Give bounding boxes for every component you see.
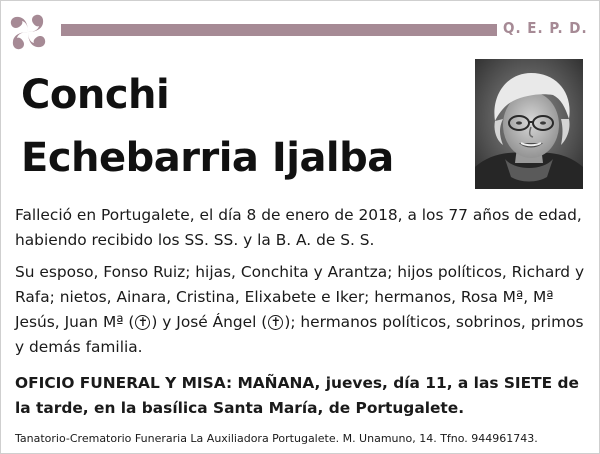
death-notice-paragraph: Falleció en Portugalete, el día 8 de enero de 2018, a los 77 años de edad, habiendo recibido los SS. SS. y la B. A. de S. S. <box>15 206 582 249</box>
cross-icon: ✝ <box>135 315 150 330</box>
qepd-label: Q. E. P. D. <box>503 19 588 37</box>
family-text-part3: ); hermanos políticos, sobrinos, primos y demás familia. <box>15 313 584 356</box>
cross-icon: ✝ <box>268 315 283 330</box>
portrait-photo <box>475 59 583 189</box>
deceased-first-name: Conchi <box>21 72 170 118</box>
lauburu-icon <box>5 9 51 55</box>
deceased-surnames: Echebarria Ijalba <box>21 135 394 181</box>
funeral-service-paragraph: OFICIO FUNERAL Y MISA: MAÑANA, jueves, día 11, a las SIETE de la tarde, en la basílica Santa María, de Portugalete. <box>15 374 579 417</box>
funeral-home-footer: Tanatorio-Crematorio Funeraria La Auxiliadora Portugalete. M. Unamuno, 14. Tfno. 944961743. <box>15 432 538 445</box>
family-paragraph <box>15 260 585 360</box>
family-text-part2: ) y José Ángel ( <box>151 313 268 331</box>
header-bar <box>61 24 497 36</box>
family-text-part1: Su esposo, Fonso Ruiz; hijas, Conchita y Arantza; hijos políticos, Richard y Rafa; nietos, Ainara, Cristina, Elixabete e Iker; hermanos, Rosa Mª, Mª Jesús, Juan Mª ( <box>15 263 585 331</box>
